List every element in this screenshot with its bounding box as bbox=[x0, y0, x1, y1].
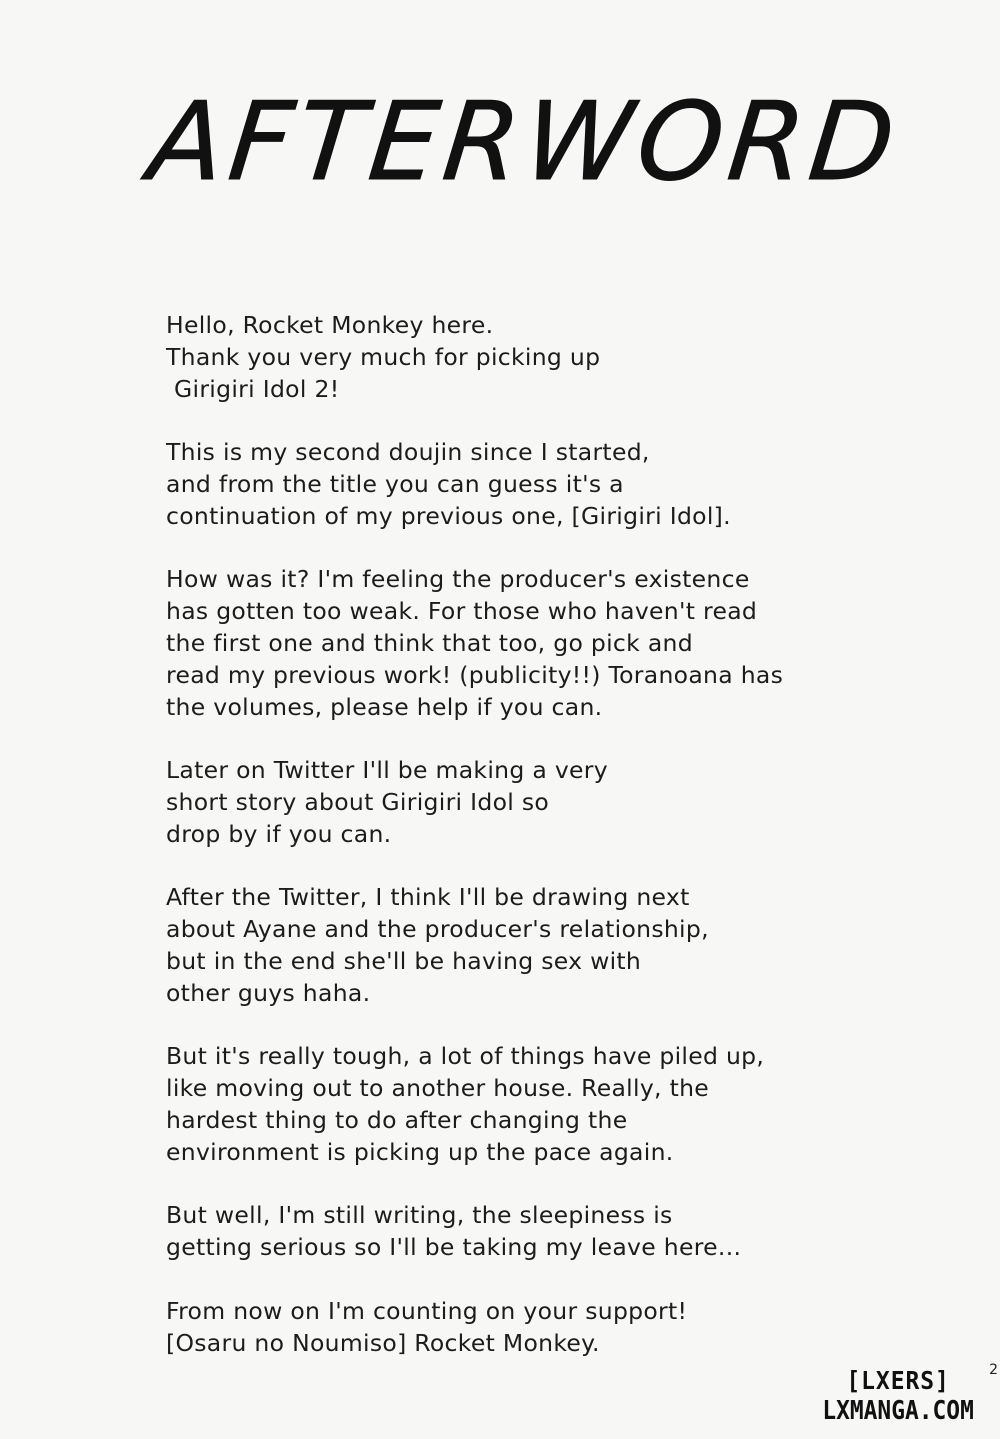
text-line: read my previous work! (publicity!!) Toranoana has bbox=[166, 660, 784, 689]
text-line: getting serious so I'll be taking my leave here... bbox=[166, 1233, 742, 1262]
text-line: But well, I'm still writing, the sleepiness is bbox=[166, 1201, 673, 1230]
text-line: Thank you very much for picking up bbox=[166, 342, 601, 371]
text-line: environment is picking up the pace again. bbox=[166, 1137, 674, 1166]
paragraph-next-work bbox=[166, 882, 866, 1009]
text-line: Later on Twitter I'll be making a very bbox=[166, 756, 608, 785]
paragraph-how-was-it bbox=[166, 564, 866, 723]
paragraph-moving bbox=[166, 1041, 866, 1168]
text-line: short story about Girigiri Idol so bbox=[166, 787, 550, 816]
text-line: has gotten too weak. For those who haven't read bbox=[166, 597, 758, 626]
paragraph-second-doujin bbox=[166, 437, 866, 532]
text-line: Hello, Rocket Monkey here. bbox=[166, 311, 494, 339]
page-title: AFTERWORD bbox=[143, 80, 906, 205]
text-line: hardest thing to do after changing the bbox=[166, 1105, 628, 1134]
text-line: but in the end she'll be having sex with bbox=[166, 946, 642, 975]
text-line: like moving out to another house. Really, the bbox=[166, 1074, 710, 1103]
watermark-site-name: LXMANGA.COM bbox=[822, 1396, 974, 1426]
paragraph-sleepiness bbox=[166, 1200, 866, 1264]
paragraph-twitter bbox=[166, 755, 866, 850]
text-line: about Ayane and the producer's relationship, bbox=[166, 915, 709, 944]
page-number: 2 bbox=[989, 1362, 998, 1378]
author-signature: [Osaru no Noumiso] Rocket Monkey. bbox=[166, 1328, 600, 1357]
text-line: continuation of my previous one, [Girigiri Idol]. bbox=[166, 501, 731, 530]
text-line: drop by if you can. bbox=[166, 819, 392, 848]
text-line: other guys haha. bbox=[166, 978, 371, 1007]
paragraph-signoff bbox=[166, 1296, 866, 1360]
afterword-body bbox=[166, 310, 866, 1391]
paragraph-greeting bbox=[166, 310, 866, 405]
text-line: After the Twitter, I think I'll be drawing next bbox=[166, 883, 690, 912]
text-line: This is my second doujin since I started, bbox=[166, 438, 650, 467]
text-line: the volumes, please help if you can. bbox=[166, 692, 603, 721]
text-line: But it's really tough, a lot of things have piled up, bbox=[166, 1042, 765, 1071]
watermark-group-name: [LXERS] bbox=[846, 1366, 950, 1395]
text-line: Girigiri Idol 2! bbox=[174, 374, 340, 403]
scanlation-watermark bbox=[812, 1366, 984, 1426]
text-line: From now on I'm counting on your support! bbox=[166, 1296, 688, 1325]
text-line: How was it? I'm feeling the producer's existence bbox=[166, 565, 750, 594]
text-line: the first one and think that too, go pick and bbox=[166, 628, 693, 657]
text-line: and from the title you can guess it's a bbox=[166, 469, 624, 498]
